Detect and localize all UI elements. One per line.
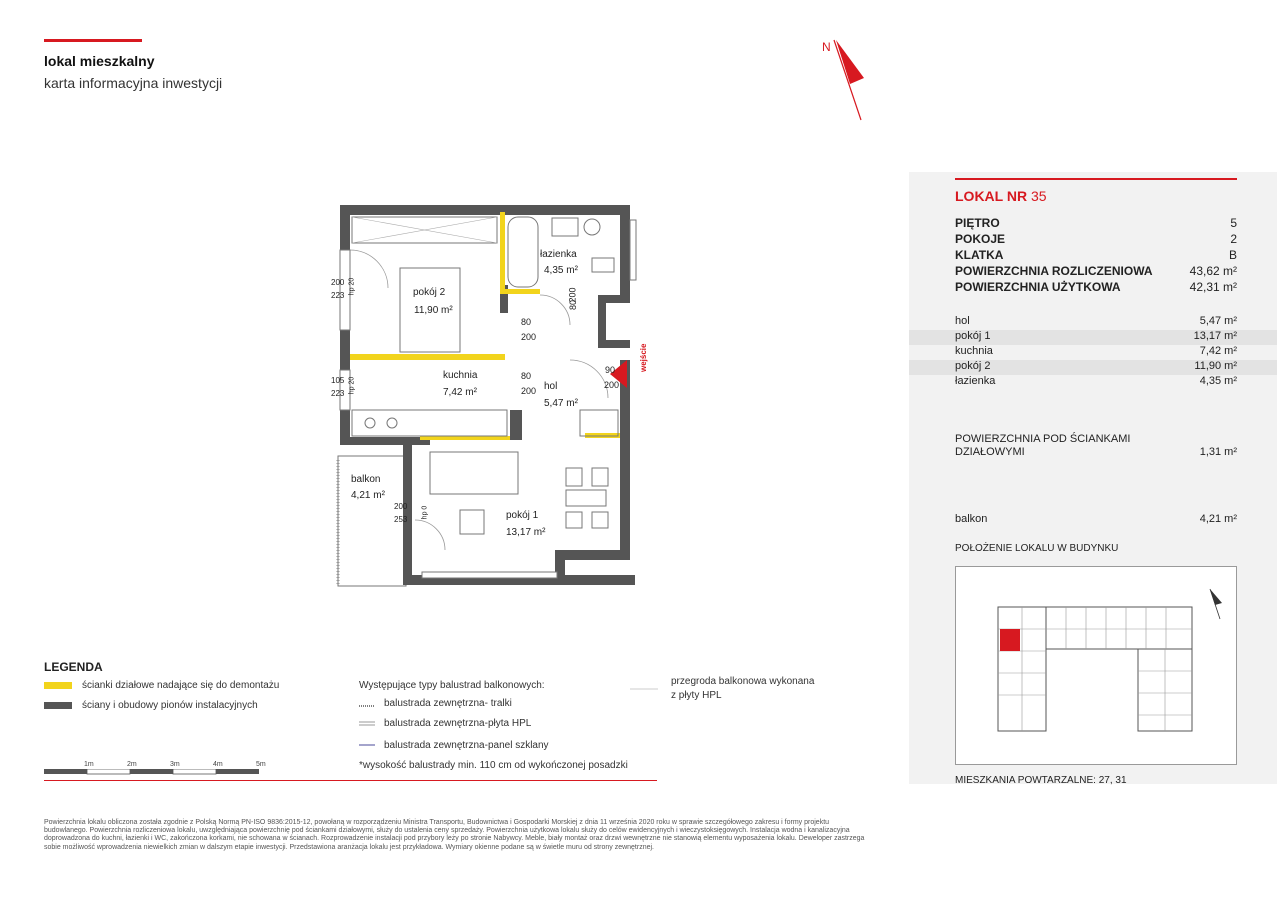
legend-item-partitions: ścianki działowe nadające się do demontażu (82, 680, 280, 691)
room-name-lazienka: łazienka (540, 249, 577, 260)
legend-swatch-grey (44, 702, 72, 709)
window-sill-height: hp 20 (348, 376, 356, 395)
room-row-pokoj-2: pokój 2 11,90 m² (955, 360, 1237, 372)
toilet-icon (592, 258, 614, 272)
door-height: 200 (567, 287, 578, 303)
walls-row: DZIAŁOWYMI 1,31 m² (955, 446, 1237, 458)
lokal-label: LOKAL NR (955, 188, 1028, 204)
partition-icon (630, 686, 658, 692)
room-area-balkon: 4,21 m² (351, 490, 385, 501)
floor-plan (330, 200, 640, 595)
outer-walls (340, 205, 635, 585)
room-name-pokoj-2: pokój 2 (413, 287, 446, 298)
repeat-units: MIESZKANIA POWTARZALNE: 27, 31 (955, 775, 1127, 786)
building-plan-thumbnail (956, 567, 1236, 764)
scale-label: 2m (127, 761, 137, 768)
legend-swatch-yellow (44, 682, 72, 689)
entrance-label: wejście (639, 343, 648, 372)
sink-icon (552, 218, 578, 236)
door-width: 200 (394, 502, 408, 511)
window-width: 105 (331, 376, 345, 385)
balustrade-note: *wysokość balustrady min. 110 cm od wykończonej posadzki (359, 760, 628, 771)
door-width: 90 (605, 365, 616, 375)
balustrade-tralki-icon (357, 701, 377, 709)
room-area-lazienka: 4,35 m² (544, 265, 578, 276)
room-area-pokoj-2: 11,90 m² (414, 305, 453, 316)
window-sill-height: hp 20 (348, 277, 356, 296)
position-title: POŁOŻENIE LOKALU W BUDYNKU (955, 543, 1119, 554)
door-width: 80 (521, 371, 532, 381)
building-position-map (955, 566, 1237, 765)
lokal-number (955, 188, 1047, 204)
bathtub-icon (508, 217, 538, 287)
header-accent-bar (44, 39, 142, 42)
window-height: 223 (331, 291, 345, 300)
room-area-kuchnia: 7,42 m² (443, 387, 477, 398)
scale-label: 4m (213, 761, 223, 768)
door-swing (350, 250, 388, 288)
footer-disclaimer: Powierzchnia lokalu obliczona została zgodnie z Polską Normą PN-ISO 9836:2015-12, powołaną w rozporządzeniu Ministra Transportu, Budownictwa i Gospodarki Morskiej z dnia 11 września 2020 roku w sprawie szczegółowego zakresu i formy projektu budowlanego. Powierzchnia rozliczeniowa lokalu, uwzględniająca powierzchnię pod ściankami działowymi, służy do ustalenia ceny sprzedaży. Powierzchnia użytkowa lokalu służy do celów ewidencyjnych i wieczystoksięgowych. Instalacja wodna i kanalizacyjna doprowadzona do kuchni, łazienki i WC, zakończona korkami, nie schowana w ścianach. Rozprowadzenie instalacji pod przybory leży po stronie Nabywcy. Meble, biały montaż oraz drzwi wewnętrzne nie stanowią elementu wyposażenia lokalu. Deweloper zastrzega sobie możliwość wprowadzenia niewielkich zmian w dalszym etapie inwestycji. Przedstawiona aranżacja lokalu jest przykładowa. Wymiary okienne podane są w świetle muru od strony zewnętrznej. (44, 819, 865, 851)
room-area-hol: 5,47 m² (544, 398, 578, 409)
window-height: 223 (331, 389, 345, 398)
hall-wardrobe (580, 410, 618, 436)
balustrade-item-glass: balustrada zewnętrzna-panel szklany (384, 740, 549, 751)
info-row-pow-uzytkowa: POWIERZCHNIA UŻYTKOWA 42,31 m² (955, 280, 1237, 294)
page-title: lokal mieszkalny (44, 53, 155, 69)
room-name-kuchnia: kuchnia (443, 370, 478, 381)
door-height: 200 (521, 332, 537, 342)
walls-label-1: POWIERZCHNIA POD ŚCIANKAMI (955, 433, 1131, 445)
sofa-icon (430, 452, 518, 494)
window (630, 220, 636, 280)
balustrade-item-hpl: balustrada zewnętrzna-płyta HPL (384, 718, 532, 729)
highlighted-unit (1000, 629, 1020, 651)
room-name-hol: hol (544, 381, 558, 392)
balustrade-hpl-icon (357, 719, 377, 727)
door-height: 253 (394, 515, 408, 524)
balustrade-title: Występujące typy balustrad balkonowych: (359, 680, 545, 691)
scale-label: 5m (256, 761, 266, 768)
compass-label: N (822, 40, 831, 54)
partition-label-2: z płyty HPL (671, 690, 722, 701)
info-row-pietro: PIĘTRO 5 (955, 216, 1237, 230)
legend-item-walls: ściany i obudowy pionów instalacyjnych (82, 700, 258, 711)
page-subtitle: karta informacyjna inwestycji (44, 75, 223, 91)
window-sill-height: hp 0 (421, 505, 429, 520)
door-width: 80 (568, 299, 579, 311)
coffee-table-icon (460, 510, 484, 534)
dining-table-icon (566, 490, 606, 506)
washer-icon (584, 219, 600, 235)
door-height: 200 (604, 380, 620, 390)
info-panel-accent-line (955, 178, 1237, 180)
window (422, 572, 557, 578)
info-row-pow-rozliczeniowa: POWIERZCHNIA ROZLICZENIOWA 43,62 m² (955, 264, 1237, 278)
legend-bottom-line (44, 780, 657, 781)
compass-icon (818, 34, 870, 124)
demountable-partitions (350, 212, 620, 440)
room-row-pokoj-1: pokój 1 13,17 m² (955, 330, 1237, 342)
stove-icon (365, 418, 375, 428)
room-row-lazienka: łazienka 4,35 m² (955, 375, 1237, 387)
info-row-klatka: KLATKA B (955, 248, 1237, 262)
door-height: 200 (521, 386, 537, 396)
scale-bar (44, 769, 266, 775)
room-row-hol: hol 5,47 m² (955, 315, 1237, 327)
balustrade-glass-icon (357, 741, 377, 749)
mini-compass-icon (1210, 589, 1222, 619)
info-row-pokoje: POKOJE 2 (955, 232, 1237, 246)
room-name-balkon: balkon (351, 474, 381, 485)
scale-label: 3m (170, 761, 180, 768)
window-width: 200 (331, 278, 345, 287)
lokal-nr: 35 (1030, 188, 1047, 204)
room-row-kuchnia: kuchnia 7,42 m² (955, 345, 1237, 357)
balkon-row: balkon 4,21 m² (955, 513, 1237, 525)
room-name-pokoj-1: pokój 1 (506, 510, 539, 521)
room-area-pokoj-1: 13,17 m² (506, 527, 546, 538)
legend-title: LEGENDA (44, 660, 103, 674)
scale-label: 1m (84, 761, 94, 768)
partition-label-1: przegroda balkonowa wykonana (671, 676, 815, 687)
balustrade-item-tralki: balustrada zewnętrzna- tralki (384, 698, 512, 709)
door-width: 80 (521, 317, 532, 327)
